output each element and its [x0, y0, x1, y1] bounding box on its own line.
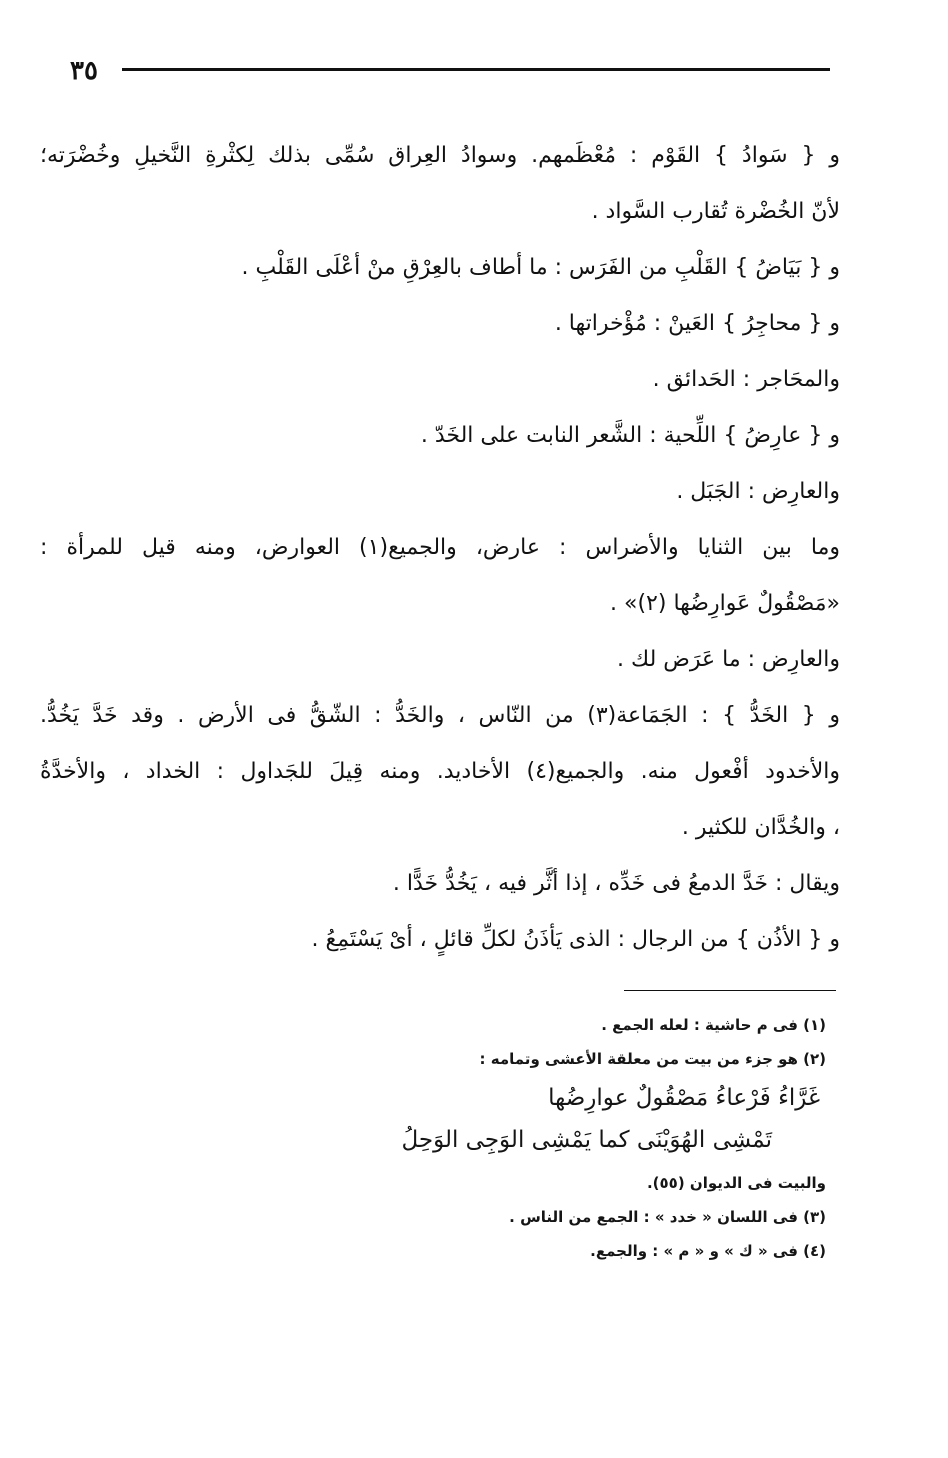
footnote-2: (٢) هو جزء من بيت من معلقة الأعشى وتمامه :: [479, 1050, 826, 1068]
footnotes: [110, 1008, 826, 1268]
text-line: ، والخُدَّان للكثير .: [681, 815, 840, 840]
page-number: ٣٥: [70, 56, 98, 86]
entry-khadd: [40, 688, 840, 856]
entry-khadd-dam: [40, 856, 840, 912]
text-line: و { سَوادُ } القَوْم : مُعْظَمهم. وسوادُ العِراق سُمِّى بذلك لِكثْرةِ النَّخيلِ وخُضْرَته؛: [40, 143, 840, 168]
text-line: والأخدود أفْعول منه. والجميع(٤) الأخاديد. ومنه قِيلَ للجَداول : الخداد ، والأخدَّةُ: [40, 759, 840, 784]
text-line: و { محاجِرُ } العَينْ : مُؤْخراتها .: [554, 311, 840, 336]
header-rule: [122, 68, 830, 71]
text-line: لأنّ الخُضْرة تُقارب السَّواد .: [591, 199, 840, 224]
entry-bayad: [40, 240, 840, 296]
entry-mahajir: [40, 296, 840, 352]
footnote-separator: [624, 990, 836, 991]
text-line: وما بين الثنايا والأضراس : عارض، والجميع(١) العوارض، ومنه قيل للمرأة :: [40, 535, 840, 560]
verse-second-hemistich: تَمْشِى الهُوَيْنَى كما يَمْشِى الوَجِى الوَحِلُ: [401, 1127, 772, 1153]
text-line: والعارِض : الجَبَل .: [676, 479, 840, 504]
entry-awarid: [40, 520, 840, 632]
page-header: [70, 56, 830, 96]
entry-udhun: [40, 912, 840, 968]
footnote-1: (١) فى م حاشية : لعله الجمع .: [601, 1016, 826, 1034]
entry-arid: [40, 408, 840, 464]
footnote-4: (٤) فى « ك » و « م » : والجمع.: [590, 1242, 826, 1260]
text-line: و { الخَدُّ } : الجَمَاعة(٣) من النّاس ، والخَدُّ : الشّقُّ فى الأرض . وقد خَدَّ يَخُدُّ.: [40, 703, 840, 728]
text-line: والعارِض : ما عَرَض لك .: [617, 647, 840, 672]
footnote-3: (٣) فى اللسان « خدد » : الجمع من الناس .: [509, 1208, 826, 1226]
main-text: [40, 128, 840, 968]
entry-mahajir-def: [40, 352, 840, 408]
text-line: والمحَاجر : الحَدائق .: [652, 367, 840, 392]
poem-verse: [110, 1076, 826, 1166]
footnote-2-source: والبيت فى الديوان (٥٥).: [646, 1174, 826, 1192]
text-line: و { بَيَاضُ } القَلْبِ من الفَرَس : ما أطاف بالعِرْقِ منْ أعْلَى القَلْبِ .: [241, 255, 840, 280]
entry-arid-aarad: [40, 632, 840, 688]
entry-sawad: [40, 128, 840, 240]
verse-first-hemistich: غَرَّاءُ فَرْعاءُ مَصْقُولٌ عوارِضُها: [548, 1085, 820, 1111]
text-line: «مَصْقُولٌ عَوارِضُها (٢)» .: [610, 591, 840, 616]
text-line: ويقال : خَدَّ الدمعُ فى خَدِّه ، إذا أثَّر فيه ، يَخُدُّ خَدًّا .: [392, 871, 840, 896]
text-line: و { الأذُن } من الرجال : الذى يَأذَنُ لكلِّ قائلٍ ، أىْ يَسْتَمِعُ .: [311, 927, 840, 952]
text-line: و { عارِضُ } اللِّحية : الشَّعر النابت على الخَدّ .: [420, 423, 840, 448]
entry-arid-jabal: [40, 464, 840, 520]
